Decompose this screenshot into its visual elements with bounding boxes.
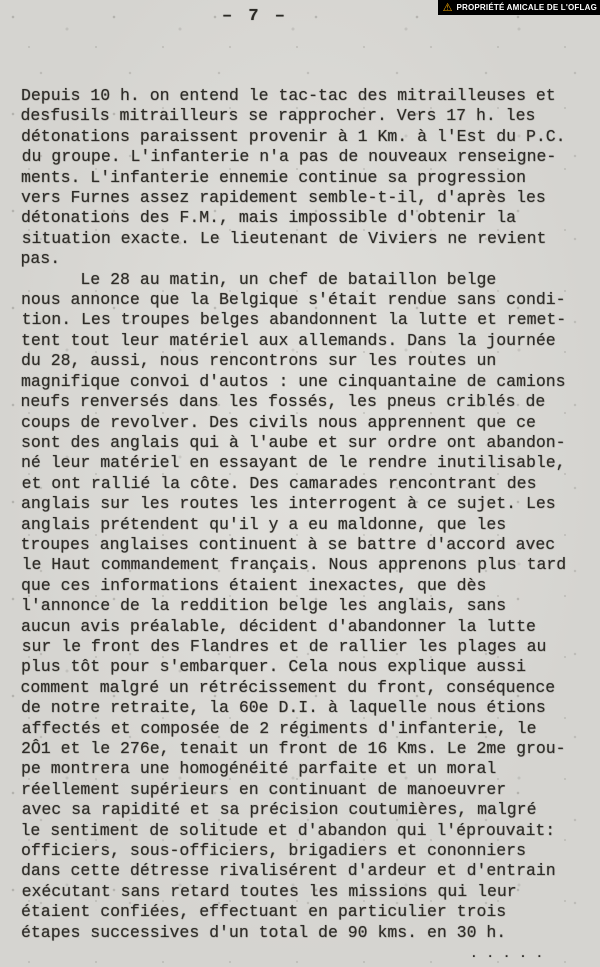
text-line: ments. L'infanterie ennemie continue sa progression	[21, 167, 526, 187]
text-line: du groupe. L'infanterie n'a pas de nouveaux renseigne-	[21, 147, 557, 167]
footer-dots: . . . . .	[470, 947, 544, 961]
text-line: pas.	[20, 249, 61, 269]
text-line: que ces informations étaient inexactes, que dès	[21, 575, 487, 595]
text-line: situation exacte. Le lieutenant de Viviers ne revient	[21, 228, 547, 248]
page-number: – 7 –	[221, 7, 288, 26]
text-line: sur le front des Flandres et de rallier les plages au	[21, 636, 547, 656]
text-line: comment malgré un rétrécissement du front, conséquence	[20, 677, 556, 697]
text-line: du 28, aussi, nous rencontrons sur les routes un	[21, 351, 497, 371]
text-line: avec sa rapidité et sa précision coutumières, malgré	[21, 800, 537, 820]
text-line: plus tôt pour s'embarquer. Cela nous explique aussi	[21, 657, 526, 677]
text-line: coups de revolver. Des civils nous apprennent que ce	[21, 412, 536, 432]
text-line: vers Furnes assez rapidement semble-t-il, d'après les	[21, 188, 546, 208]
text-line: exécutant sans retard toutes les missions qui leur	[21, 881, 517, 901]
text-line: le sentiment de solitude et d'abandon qui l'éprouvait:	[20, 820, 556, 840]
text-line: l'annonce de la reddition belge les anglais, sans	[21, 596, 507, 616]
text-line: anglais sur les routes les interrogent à ce sujet. Les	[21, 494, 556, 514]
text-line: et ont rallié la côte. Des camarades rencontrant des	[21, 473, 537, 493]
text-line: le Haut commandement français. Nous apprenons plus tard	[21, 555, 567, 575]
text-line: réellement supérieurs en continuant de manoeuvrer	[21, 779, 507, 799]
warning-triangle-icon: ⚠	[442, 1, 453, 14]
text-line: neufs renversés dans les fossés, les pneus criblés de	[20, 392, 546, 412]
text-line: affectés et composée de 2 régiments d'infanterie, le	[21, 718, 537, 738]
text-line: tent tout leur matériel aux allemands. Dans la journée	[21, 330, 556, 350]
text-line: sont des anglais qui à l'aube et sur ordre ont abandon-	[21, 432, 566, 452]
text-line: de notre retraite, la 60e D.I. à laquelle nous étions	[21, 698, 546, 718]
text-line: né leur matériel en essayant de le rendre inutilisable,	[21, 453, 566, 473]
text-line: Depuis 10 h. on entend le tac-tac des mitrailleuses et	[21, 86, 556, 105]
document-text	[21, 86, 596, 943]
text-line: détonations paraissent provenir à 1 Km. à l'Est du P.C.	[21, 126, 566, 146]
text-line: officiers, sous-officiers, brigadiers et cononniers	[21, 841, 526, 861]
text-line: aucun avis préalable, décident d'abandonner la lutte	[21, 616, 536, 636]
text-line: 2Ô1 et le 276e, tenait un front de 16 Kms. Le 2me grou-	[21, 739, 566, 758]
text-line: étaient confiées, effectuant en particulier trois	[21, 902, 507, 922]
text-line: Le 28 au matin, un chef de bataillon belge	[21, 269, 497, 289]
text-line: dans cette détresse rivalisérent d'ardeur et d'entrain	[21, 861, 556, 881]
text-line: tion. Les troupes belges abandonnent la lutte et remet-	[21, 310, 567, 330]
text-line: magnifique convoi d'autos : une cinquantaine de camions	[21, 371, 566, 391]
text-line: nous annonce que la Belgique s'était rendue sans condi-	[21, 290, 566, 310]
watermark-text: PROPRIÉTÉ AMICALE DE L'OFLAG	[456, 3, 597, 12]
text-line: détonations des F.M., mais impossible d'obtenir la	[21, 208, 517, 228]
text-line: étapes successives d'un total de 90 kms. en 30 h.	[21, 922, 507, 942]
text-line: pe montrera une homogénéité parfaite et un moral	[21, 759, 497, 779]
text-line: troupes anglaises continuent à se battre d'accord avec	[20, 534, 556, 554]
text-line: anglais prétendent qu'il y a eu maldonne, que les	[21, 514, 507, 534]
text-line: desfusils mitrailleurs se rapprocher. Vers 17 h. les	[20, 106, 536, 126]
